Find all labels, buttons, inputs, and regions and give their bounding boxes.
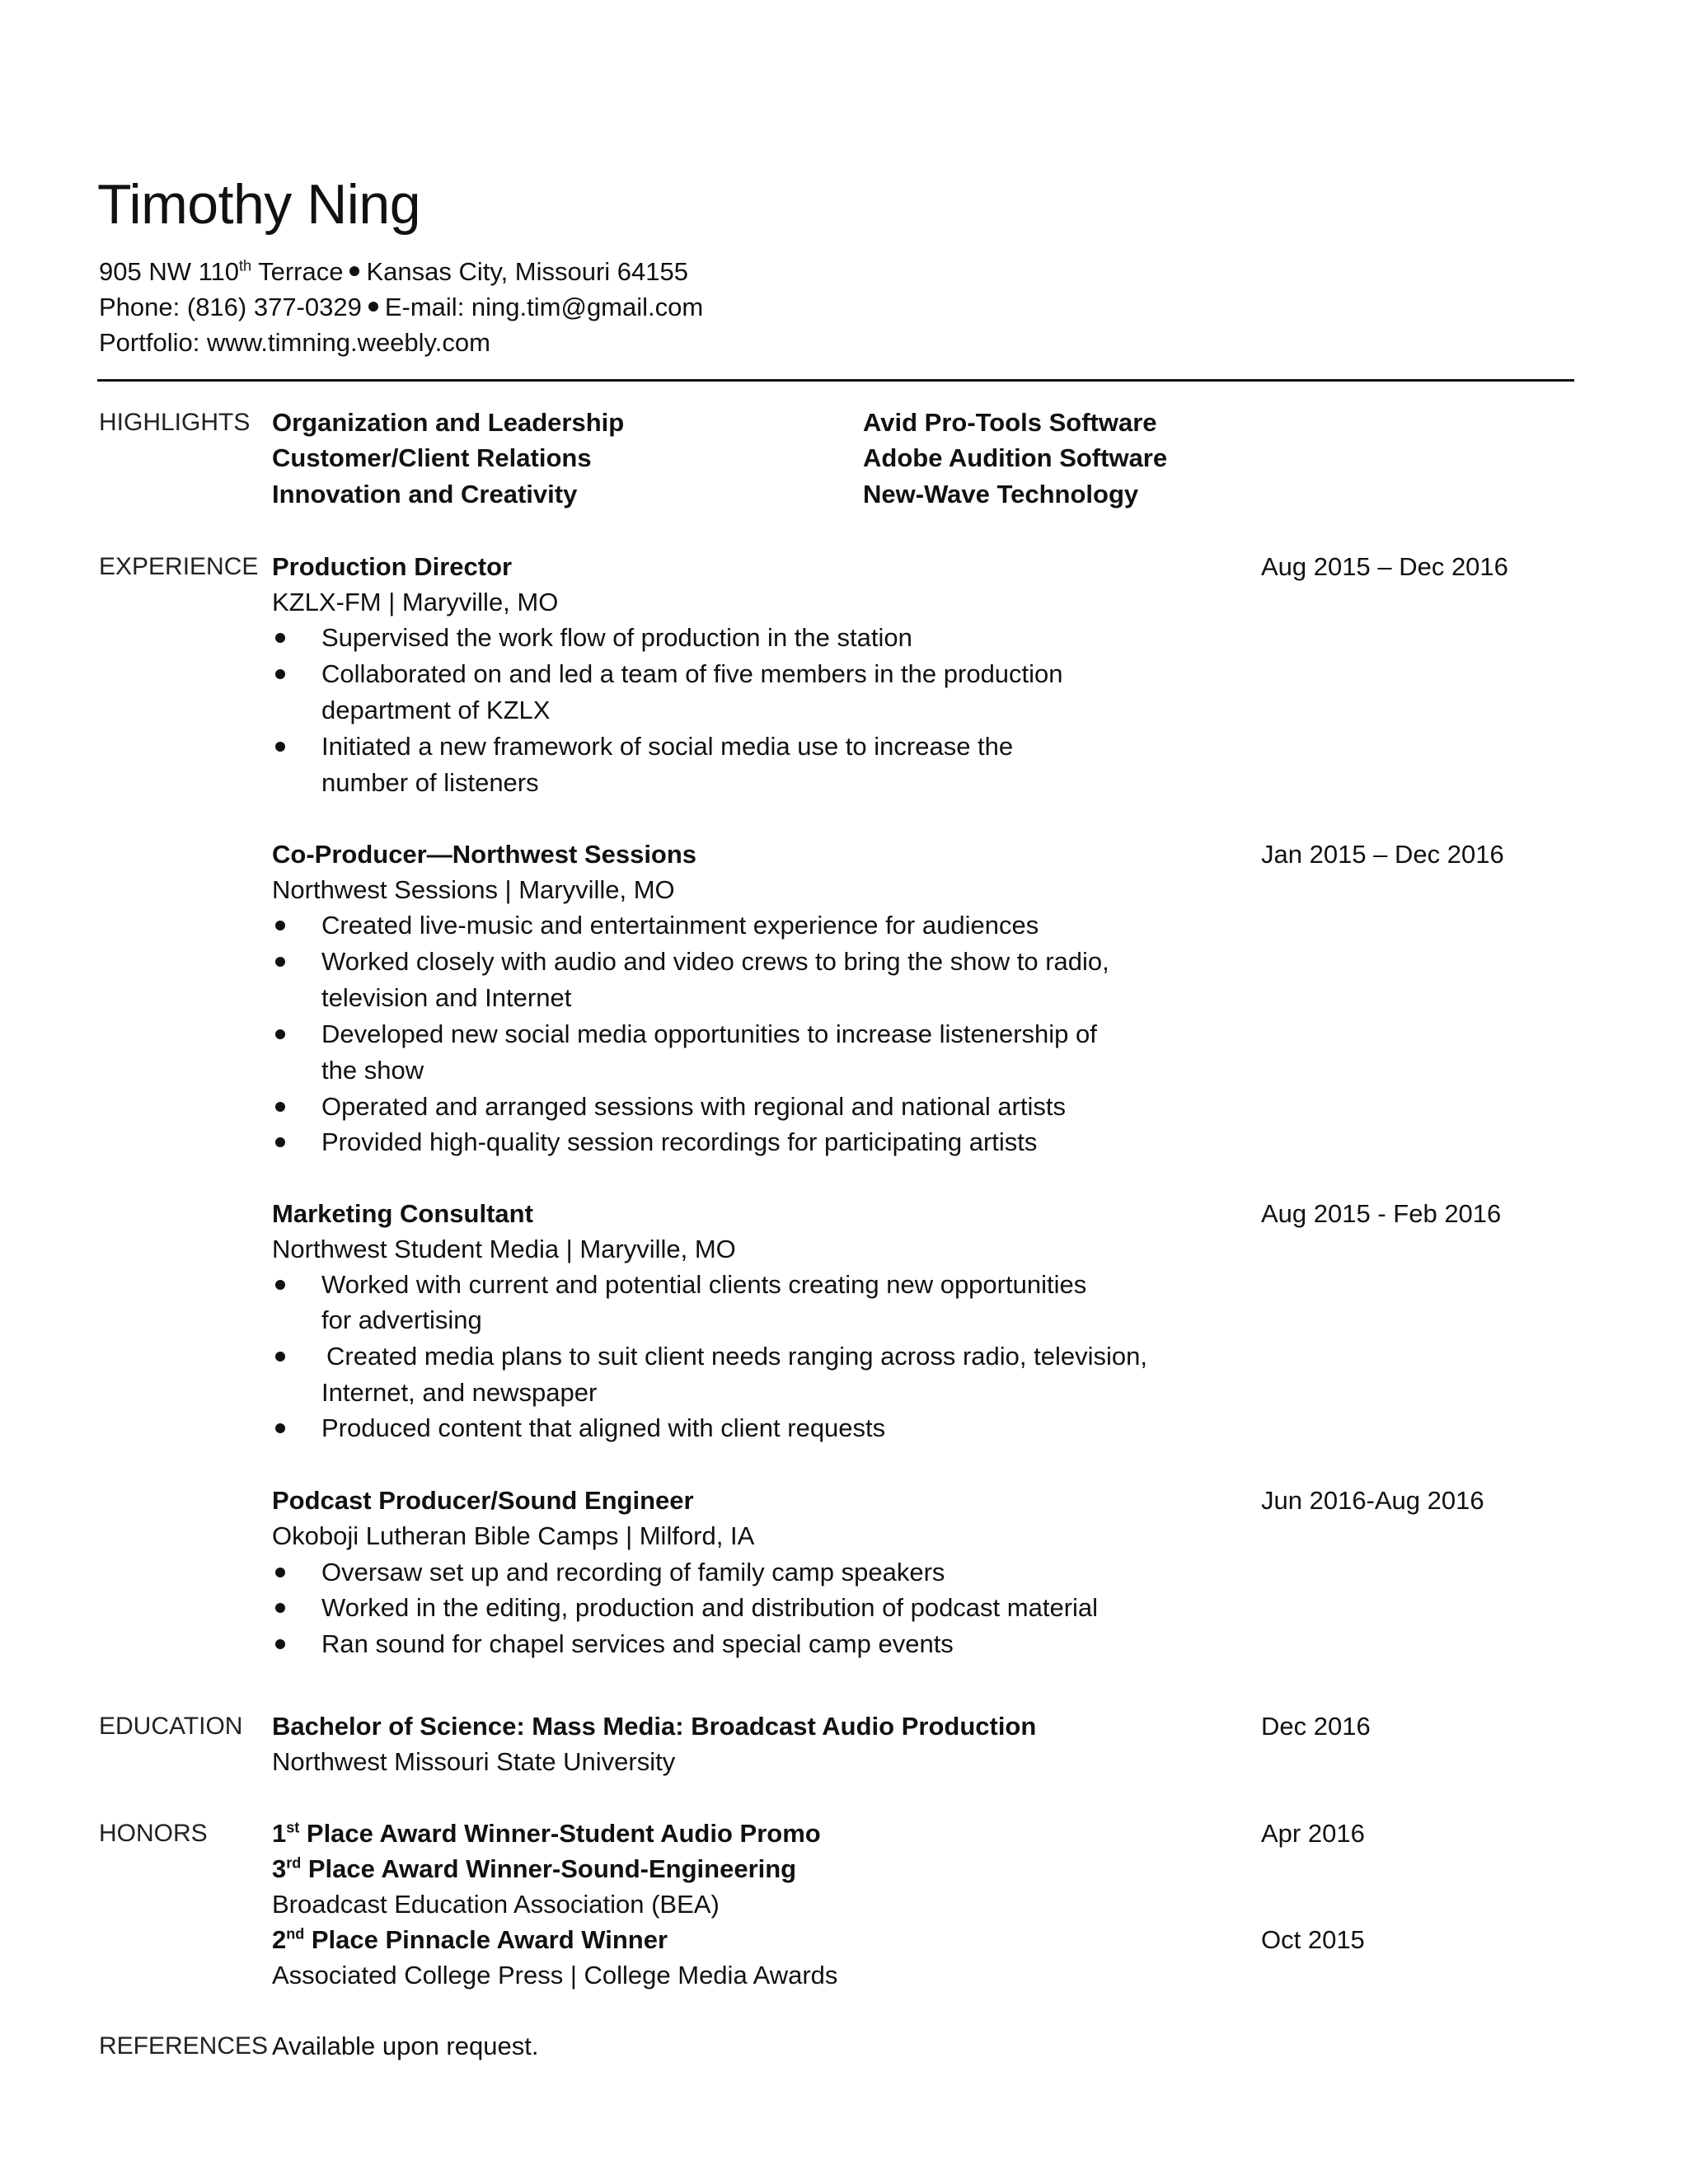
honors-label: HONORS bbox=[99, 1820, 208, 1847]
phone-email-line bbox=[99, 291, 703, 324]
honor-item: 1st Place Award Winner-Student Audio Promo bbox=[272, 1819, 821, 1848]
bullet-dot bbox=[275, 1102, 285, 1112]
bullet-dot bbox=[275, 957, 285, 967]
bullet-dot bbox=[275, 1137, 285, 1147]
honor-date: Oct 2015 bbox=[1261, 1925, 1365, 1954]
job-bullet: Ran sound for chapel services and special camp events bbox=[321, 1629, 954, 1658]
bullet-dot bbox=[275, 742, 285, 752]
separator-dot bbox=[349, 266, 359, 276]
job-bullet: Provided high-quality session recordings for participating artists bbox=[321, 1127, 1038, 1156]
references-label: REFERENCES bbox=[99, 2032, 269, 2060]
street: 905 NW 110th Terrace bbox=[99, 257, 344, 286]
job-bullet: Initiated a new framework of social media use to increase the bbox=[321, 732, 1014, 761]
bullet-dot bbox=[275, 633, 285, 643]
job-title: Marketing Consultant bbox=[272, 1199, 533, 1228]
job-bullet-cont: for advertising bbox=[321, 1305, 482, 1334]
highlight-item: Organization and Leadership bbox=[272, 408, 625, 437]
highlight-item: Innovation and Creativity bbox=[272, 480, 578, 509]
bullet-dot bbox=[275, 1639, 285, 1649]
bullet-dot bbox=[275, 1423, 285, 1433]
job-bullet: Produced content that aligned with client requests bbox=[321, 1413, 886, 1442]
job-dates: Jun 2016-Aug 2016 bbox=[1261, 1486, 1484, 1515]
separator-dot bbox=[368, 302, 378, 312]
bullet-dot bbox=[275, 1352, 285, 1361]
job-bullet: Collaborated on and led a team of five members in the production bbox=[321, 659, 1063, 688]
bullet-dot bbox=[275, 669, 285, 679]
bullet-dot bbox=[275, 921, 285, 930]
honor-item: 2nd Place Pinnacle Award Winner bbox=[272, 1925, 668, 1954]
job-bullet: Created media plans to suit client needs ranging across radio, television, bbox=[326, 1342, 1147, 1371]
education-label: EDUCATION bbox=[99, 1713, 243, 1740]
job-dates: Aug 2015 – Dec 2016 bbox=[1261, 552, 1508, 581]
job-org: KZLX-FM | Maryville, MO bbox=[272, 588, 559, 616]
highlight-item: New-Wave Technology bbox=[863, 480, 1139, 509]
degree: Bachelor of Science: Mass Media: Broadcast Audio Production bbox=[272, 1712, 1037, 1741]
bullet-dot bbox=[275, 1603, 285, 1613]
phone: Phone: (816) 377-0329 bbox=[99, 293, 362, 321]
bullet-dot bbox=[275, 1280, 285, 1290]
honor-org: Broadcast Education Association (BEA) bbox=[272, 1890, 720, 1919]
job-org: Okoboji Lutheran Bible Camps | Milford, IA bbox=[272, 1521, 755, 1550]
job-dates: Aug 2015 - Feb 2016 bbox=[1261, 1199, 1502, 1228]
experience-label: EXPERIENCE bbox=[99, 553, 259, 580]
portfolio-line[interactable]: Portfolio: www.timning.weebly.com bbox=[99, 328, 490, 357]
job-title: Production Director bbox=[272, 552, 513, 581]
honor-org: Associated College Press | College Media Awards bbox=[272, 1961, 838, 1990]
education-date: Dec 2016 bbox=[1261, 1712, 1371, 1741]
city: Kansas City, Missouri 64155 bbox=[366, 257, 689, 286]
references-text: Available upon request. bbox=[272, 2032, 539, 2060]
header-divider bbox=[97, 379, 1574, 382]
job-org: Northwest Sessions | Maryville, MO bbox=[272, 875, 675, 904]
job-bullet-cont: television and Internet bbox=[321, 983, 572, 1012]
job-bullet: Supervised the work flow of production in the station bbox=[321, 623, 912, 652]
job-title: Co-Producer—Northwest Sessions bbox=[272, 840, 697, 869]
highlights-label: HIGHLIGHTS bbox=[99, 409, 251, 436]
bullet-dot bbox=[275, 1568, 285, 1577]
job-bullet-cont: the show bbox=[321, 1056, 424, 1085]
job-bullet-cont: Internet, and newspaper bbox=[321, 1378, 598, 1407]
job-bullet: Oversaw set up and recording of family camp speakers bbox=[321, 1558, 945, 1586]
job-bullet-cont: number of listeners bbox=[321, 768, 539, 797]
honor-item: 3rd Place Award Winner-Sound-Engineering bbox=[272, 1854, 797, 1883]
job-org: Northwest Student Media | Maryville, MO bbox=[272, 1235, 736, 1263]
email[interactable]: E-mail: ning.tim@gmail.com bbox=[384, 293, 704, 321]
job-bullet: Worked with current and potential clients creating new opportunities bbox=[321, 1270, 1087, 1299]
highlight-item: Adobe Audition Software bbox=[863, 443, 1168, 472]
job-bullet-cont: department of KZLX bbox=[321, 696, 551, 724]
address-line bbox=[99, 255, 688, 288]
highlight-item: Customer/Client Relations bbox=[272, 443, 592, 472]
job-bullet: Worked in the editing, production and distribution of podcast material bbox=[321, 1593, 1099, 1622]
job-title: Podcast Producer/Sound Engineer bbox=[272, 1486, 694, 1515]
job-bullet: Worked closely with audio and video crews to bring the show to radio, bbox=[321, 947, 1109, 976]
honor-date: Apr 2016 bbox=[1261, 1819, 1365, 1848]
highlight-item: Avid Pro-Tools Software bbox=[863, 408, 1157, 437]
job-dates: Jan 2015 – Dec 2016 bbox=[1261, 840, 1504, 869]
resume-name: Timothy Ning bbox=[97, 173, 421, 236]
bullet-dot bbox=[275, 1029, 285, 1039]
job-bullet: Created live-music and entertainment experience for audiences bbox=[321, 911, 1039, 940]
job-bullet: Developed new social media opportunities to increase listenership of bbox=[321, 1019, 1097, 1048]
job-bullet: Operated and arranged sessions with regional and national artists bbox=[321, 1092, 1066, 1121]
school: Northwest Missouri State University bbox=[272, 1747, 676, 1776]
